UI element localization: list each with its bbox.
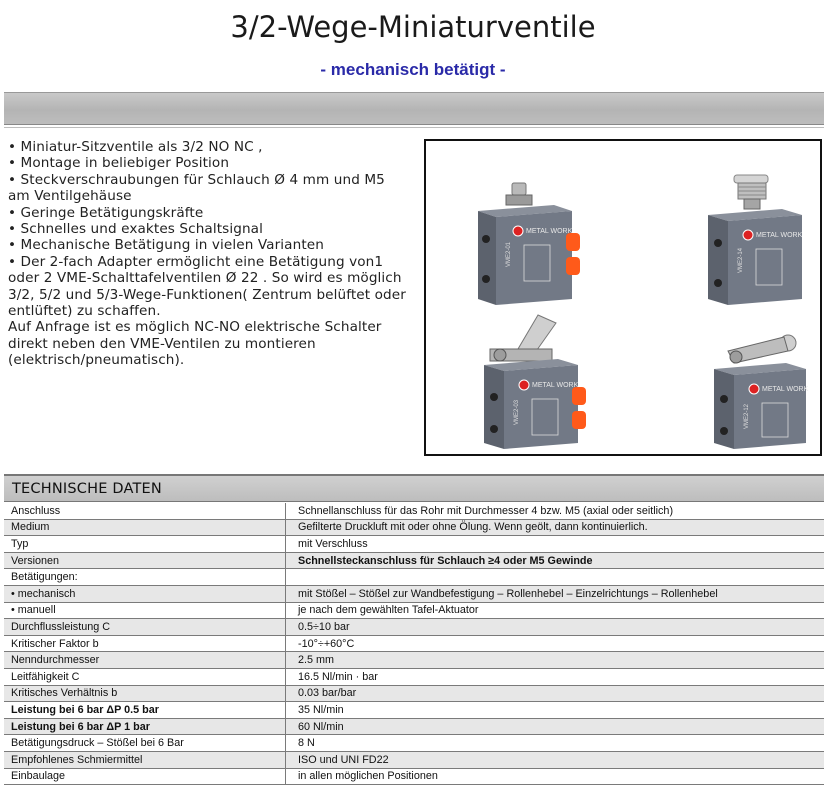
table-row [4, 536, 824, 553]
spec-key: Versionen [4, 552, 286, 569]
table-row [4, 718, 824, 735]
spec-key: • manuell [4, 602, 286, 619]
spec-value: Gefilterte Druckluft mit oder ohne Ölung. Wenn geölt, dann kontinuierlich. [286, 519, 825, 536]
table-row [4, 585, 824, 602]
feature-line: Auf Anfrage ist es möglich NC-NO elektrische Schalter [8, 319, 382, 336]
table-row [4, 751, 824, 768]
table-row [4, 685, 824, 702]
valve-brand: METAL WORK [756, 232, 803, 239]
feature-list [8, 139, 418, 369]
feature-line: (elektrisch/pneumatisch). [8, 352, 185, 369]
table-row [4, 602, 824, 619]
spec-value: Schnellanschluss für das Rohr mit Durchmesser 4 bzw. M5 (axial oder seitlich) [286, 503, 825, 519]
spec-value: 2.5 mm [286, 652, 825, 669]
feature-line: • Steckverschraubungen für Schlauch Ø 4 mm und M5 [8, 171, 385, 188]
feature-line: 3/2, 5/2 und 5/3-Wege-Funktionen( Zentrum belüftet oder [8, 286, 406, 303]
table-row [4, 735, 824, 752]
table-row [4, 619, 824, 636]
valve-brand: METAL WORK [526, 228, 573, 235]
spec-key: Durchflussleistung C [4, 619, 286, 636]
valve-panel-image [698, 173, 818, 309]
spec-value: Schnellsteckanschluss für Schlauch ≥4 oder M5 Gewinde [286, 552, 825, 569]
divider [4, 127, 824, 128]
feature-line: am Ventilgehäuse [8, 188, 132, 205]
technical-data-table [4, 503, 824, 785]
valve-label: VME2-03 [514, 399, 520, 425]
feature-line: • Mechanische Betätigung in vielen Varianten [8, 237, 324, 254]
spec-value: -10°÷+60°C [286, 635, 825, 652]
spec-key: Kritisches Verhältnis b [4, 685, 286, 702]
table-row [4, 569, 824, 586]
spec-key: Anschluss [4, 503, 286, 519]
spec-key: Betätigungen: [4, 569, 286, 586]
feature-line: • Montage in beliebiger Position [8, 155, 230, 172]
valve-plunger-image [462, 181, 582, 311]
table-row [4, 652, 824, 669]
valve-label: VME2-01 [506, 241, 512, 267]
spec-value [286, 569, 825, 586]
spec-value: 60 Nl/min [286, 718, 825, 735]
valve-label: VME2-14 [738, 247, 744, 273]
spec-key: Leistung bei 6 bar ΔP 0.5 bar [4, 702, 286, 719]
spec-value: je nach dem gewählten Tafel-Aktuator [286, 602, 825, 619]
table-row [4, 702, 824, 719]
spec-key: Leitfähigkeit C [4, 668, 286, 685]
spec-value: mit Stößel – Stößel zur Wandbefestigung – Rollenhebel – Einzelrichtungs – Rollenhebel [286, 585, 825, 602]
spec-key: Medium [4, 519, 286, 536]
spec-value: 35 Nl/min [286, 702, 825, 719]
valve-lever-image [472, 313, 602, 451]
spec-key: Leistung bei 6 bar ΔP 1 bar [4, 718, 286, 735]
feature-line: • Der 2-fach Adapter ermöglicht eine Betätigung von1 [8, 253, 384, 270]
spec-key: • mechanisch [4, 585, 286, 602]
valve-label: VME2-12 [744, 403, 750, 429]
spec-value: 0.03 bar/bar [286, 685, 825, 702]
technical-data-header [4, 474, 824, 502]
spec-value: 16.5 Nl/min · bar [286, 668, 825, 685]
table-row [4, 519, 824, 536]
table-row [4, 668, 824, 685]
spec-key: Empfohlenes Schmiermittel [4, 751, 286, 768]
spec-value: 8 N [286, 735, 825, 752]
table-row [4, 503, 824, 519]
product-photo [424, 139, 822, 456]
valve-brand: METAL WORK [532, 382, 579, 389]
spec-value: mit Verschluss [286, 536, 825, 553]
valve-brand: METAL WORK [762, 386, 809, 393]
spec-key: Nenndurchmesser [4, 652, 286, 669]
valve-roller-image [708, 333, 818, 451]
page-title: 3/2-Wege-Miniaturventile [230, 10, 596, 44]
spec-key: Einbaulage [4, 768, 286, 785]
feature-line: • Geringe Betätigungskräfte [8, 204, 204, 221]
feature-line: oder 2 VME-Schalttafelventilen Ø 22 . So wird es möglich [8, 270, 402, 287]
feature-line: • Schnelles und exaktes Schaltsignal [8, 221, 263, 238]
spec-key: Typ [4, 536, 286, 553]
spec-key: Kritischer Faktor b [4, 635, 286, 652]
spec-value: in allen möglichen Positionen [286, 768, 825, 785]
feature-line: • Miniatur-Sitzventile als 3/2 NO NC , [8, 139, 263, 155]
page-subtitle: - mechanisch betätigt - [320, 60, 506, 79]
feature-line: direkt neben den VME-Ventilen zu montieren [8, 335, 316, 352]
spec-value: ISO und UNI FD22 [286, 751, 825, 768]
feature-line: entlüftet) zu schaffen. [8, 303, 161, 320]
table-row [4, 768, 824, 785]
technical-data-title: TECHNISCHE DATEN [12, 481, 162, 497]
table-row [4, 635, 824, 652]
spec-value: 0.5÷10 bar [286, 619, 825, 636]
spec-key: Betätigungsdruck – Stößel bei 6 Bar [4, 735, 286, 752]
header-band [4, 92, 824, 125]
table-row [4, 552, 824, 569]
